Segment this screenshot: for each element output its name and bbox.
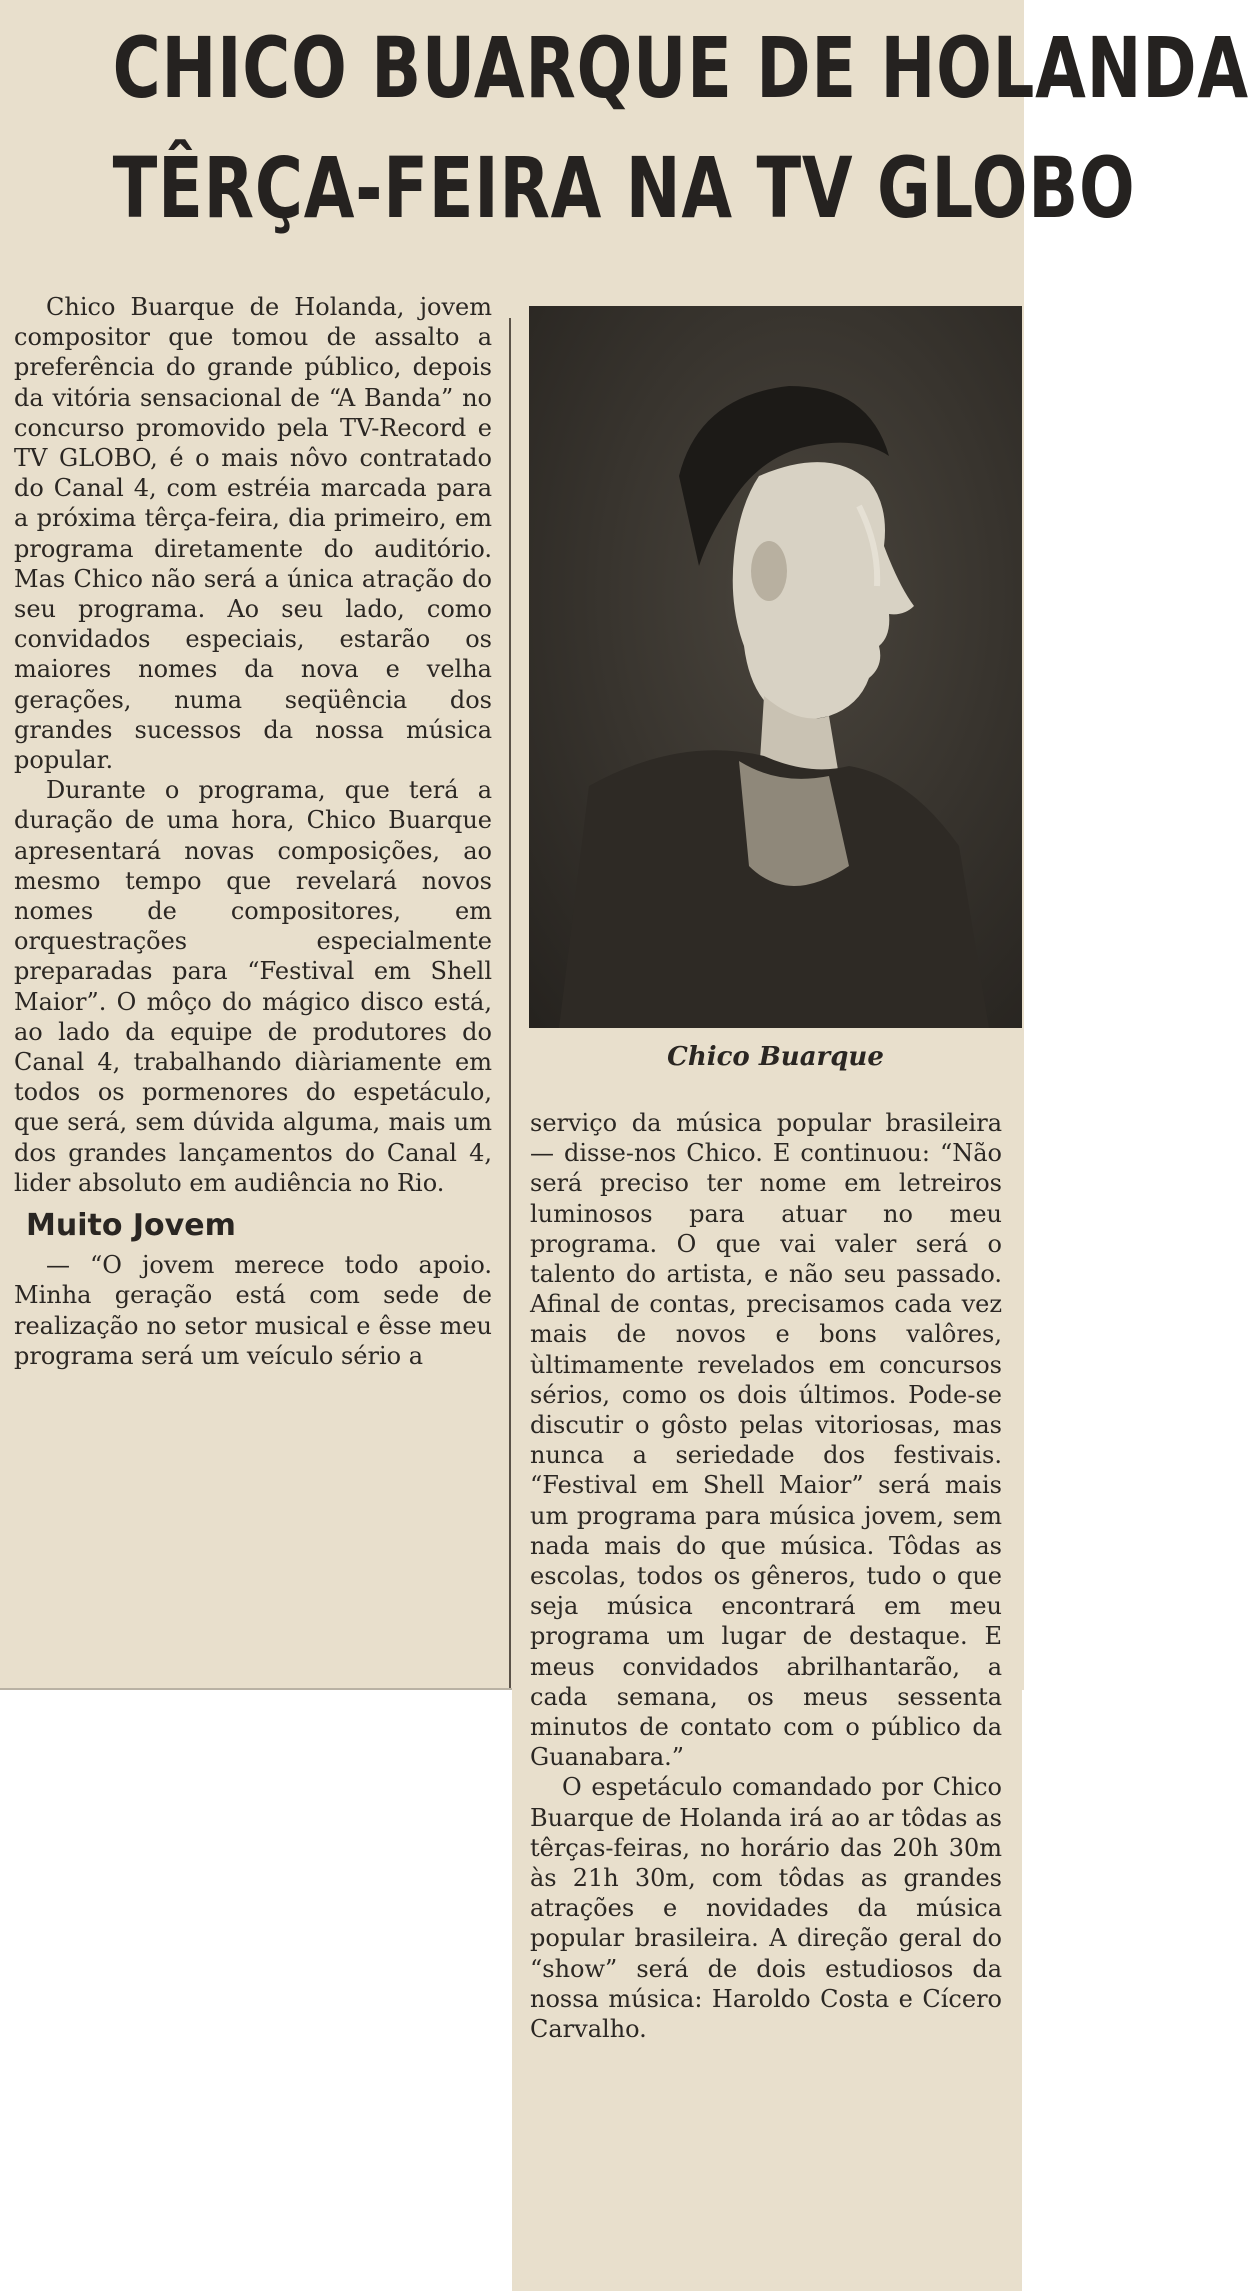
subheading: Muito Jovem: [26, 1208, 236, 1244]
photo-caption: Chico Buarque: [667, 1042, 884, 1072]
headline: [112, 8, 1249, 248]
column-divider: [509, 318, 511, 1688]
article-column-left: [14, 292, 492, 1371]
paragraph: — “O jovem merece todo apoio. Minha geração está com sede de realização no setor musical e êsse meu programa será um veículo sério a: [14, 1251, 492, 1370]
paragraph: serviço da música popular brasileira — disse-nos Chico. E continuou: “Não será preciso ter nome em letreiros luminosos para atuar no meu programa. O que vai valer será o talento do artista, e não seu passado. Afinal de contas, precisamos cada vez mais de novos e bons valôres, ùltimamente revelados em concursos sérios, como os dois últimos. Pode-se discutir o gôsto pelas vitoriosas, mas nunca a seriedade dos festivais. “Festival em Shell Maior” será mais um programa para música jovem, sem nada mais do que música. Tôdas as escolas, todos os gêneros, tudo o que seja música encontrará em meu programa um lugar de destaque. E meus convidados abrilhantarão, a cada semana, os meus sessenta minutos de contato com o público da Guanabara.”: [530, 1109, 1002, 1772]
headline-line-1: CHICO BUARQUE DE HOLANDA: [112, 19, 1249, 117]
paragraph: O espetáculo comandado por Chico Buarque de Holanda irá ao ar tôdas as têrças-feiras, no horário das 20h 30m às 21h 30m, com tôdas as grandes atrações e novidades da música popular brasileira. A direção geral do “show” será de dois estudiosos da nossa música: Haroldo Costa e Cícero Carvalho.: [530, 1773, 1002, 2044]
article-column-right: [530, 1108, 1002, 2044]
headline-line-2: TÊRÇA-FEIRA NA TV GLOBO: [112, 139, 1136, 237]
paragraph: Durante o programa, que terá a duração de uma hora, Chico Buarque apresentará novas composições, ao mesmo tempo que revelará novos nomes de compositores, em orquestrações especialmente preparadas para “Festival em Shell Maior”. O môço do mágico disco está, ao lado da equipe de produtores do Canal 4, trabalhando diàriamente em todos os pormenores do espetáculo, que será, sem dúvida alguma, mais um dos grandes lançamentos do Canal 4, lider absoluto em audiência no Rio.: [14, 776, 492, 1197]
clipping-edge: [0, 1688, 512, 1690]
portrait-photo: [529, 306, 1022, 1028]
paragraph: Chico Buarque de Holanda, jovem compositor que tomou de assalto a preferência do grande público, depois da vitória sensacional de “A Banda” no concurso promovido pela TV-Record e TV GLOBO, é o mais nôvo contratado do Canal 4, com estréia marcada para a próxima têrça-feira, dia primeiro, em programa diretamente do auditório. Mas Chico não será a única atração do seu programa. Ao seu lado, como convidados especiais, estarão os maiores nomes da nova e velha gerações, numa seqüência dos grandes sucessos da nossa música popular.: [14, 293, 492, 775]
